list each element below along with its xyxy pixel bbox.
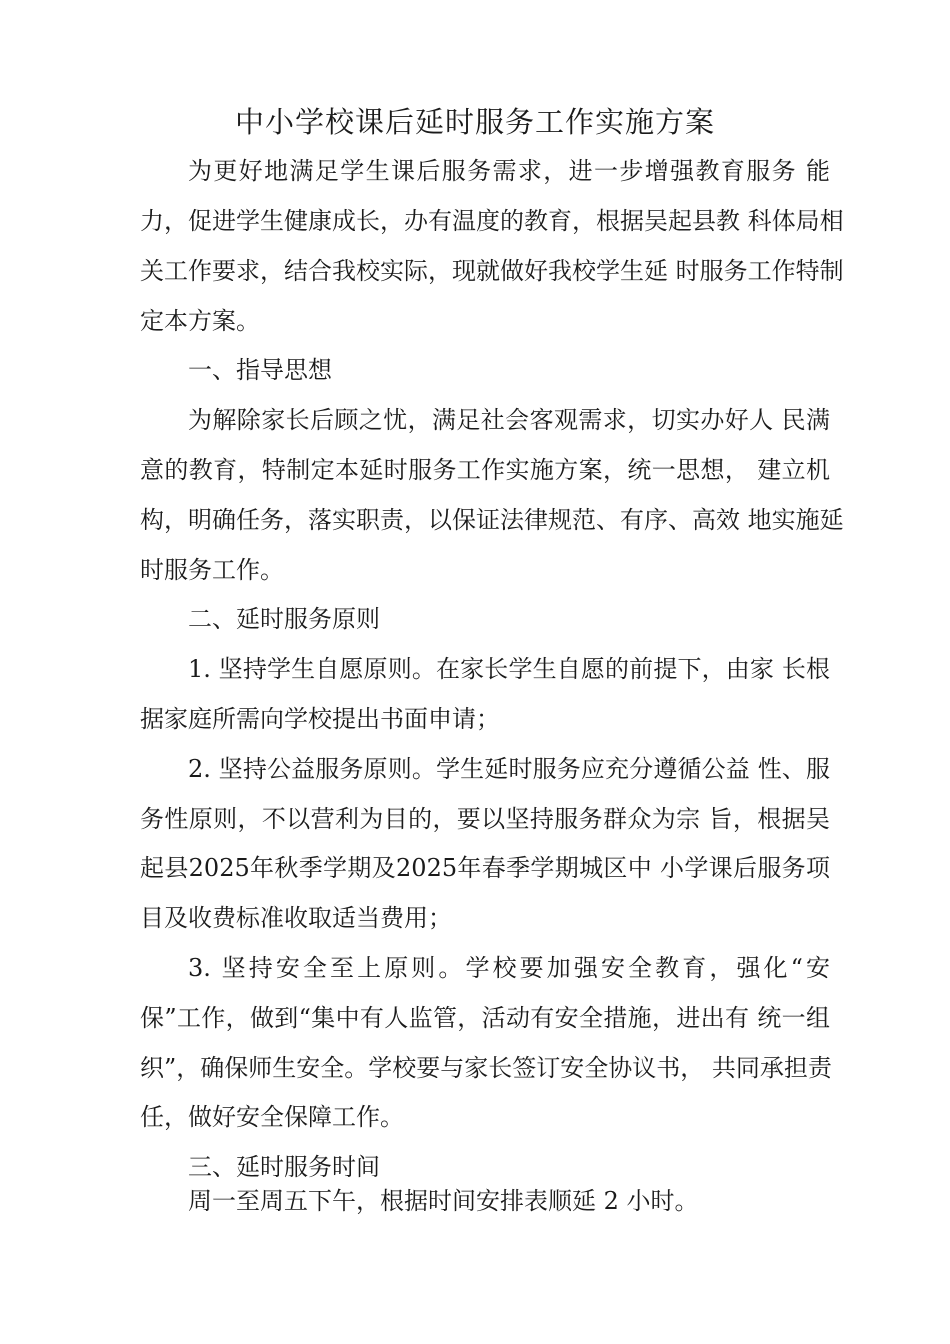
section-heading: 一、指导思想 — [188, 356, 332, 384]
paragraph-line: 构，明确任务，落实职责，以保证法律规范、有序、高效 地实施延 — [140, 506, 844, 534]
paragraph-line: 1. 坚持学生自愿原则。在家长学生自愿的前提下，由家 长根 — [188, 655, 830, 683]
paragraph-line: 保”工作，做到“集中有人监管，活动有安全措施，进出有 统一组 — [140, 1004, 830, 1032]
section-heading: 二、延时服务原则 — [188, 605, 380, 633]
paragraph-line: 织”，确保师生安全。学校要与家长签订安全协议书， 共同承担责 — [140, 1054, 832, 1082]
paragraph-line: 关工作要求，结合我校实际，现就做好我校学生延 时服务工作特制 — [140, 257, 844, 285]
paragraph-line: 2. 坚持公益服务原则。学生延时服务应充分遵循公益 性、服 — [188, 755, 830, 783]
paragraph-line: 3. 坚持安全至上原则。学校要加强安全教育，强化“安 — [188, 954, 830, 982]
section-heading: 三、延时服务时间 — [188, 1153, 380, 1181]
paragraph-line: 任，做好安全保障工作。 — [140, 1103, 404, 1131]
paragraph-line: 意的教育，特制定本延时服务工作实施方案，统一思想， 建立机 — [140, 456, 830, 484]
paragraph-line: 周一至周五下午，根据时间安排表顺延 2 小时。 — [188, 1187, 699, 1215]
paragraph-line: 务性原则，不以营利为目的，要以坚持服务群众为宗 旨，根据吴 — [140, 805, 830, 833]
paragraph-line: 目及收费标准收取适当费用； — [140, 904, 452, 932]
paragraph-line: 据家庭所需向学校提出书面申请； — [140, 705, 500, 733]
document-title: 中小学校课后延时服务工作实施方案 — [234, 105, 715, 139]
paragraph-line: 起县2025年秋季学期及2025年春季学期城区中 小学课后服务项 — [140, 854, 830, 882]
paragraph-line: 为更好地满足学生课后服务需求，进一步增强教育服务 能 — [188, 157, 830, 185]
paragraph-line: 定本方案。 — [140, 307, 260, 335]
paragraph-line: 为解除家长后顾之忧，满足社会客观需求，切实办好人 民满 — [188, 406, 830, 434]
paragraph-line: 力，促进学生健康成长，办有温度的教育，根据吴起县教 科体局相 — [140, 207, 844, 235]
paragraph-line: 时服务工作。 — [140, 556, 284, 584]
